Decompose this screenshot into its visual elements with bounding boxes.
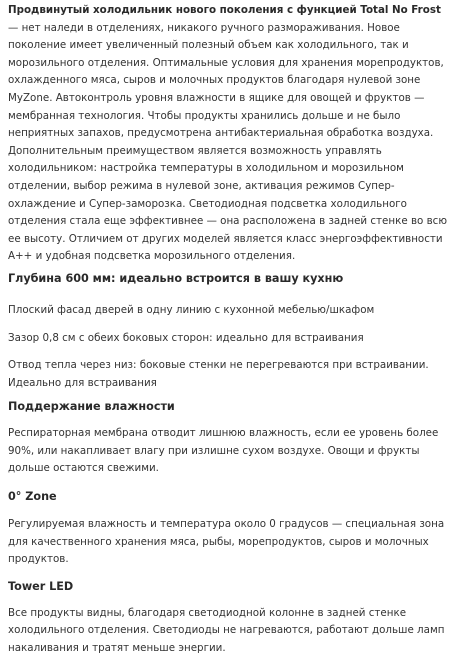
product-description <box>8 0 450 658</box>
intro-text: — нет наледи в отделениях, никакого ручного размораживания. Новое поколение имеет увеличенный полезный объем как холодильного, так и морозильного отделения. Оптимальные условия для хранения морепродуктов, охлажденного мяса, сыров и молочных продуктов благодаря нулевой зоне MyZone. Автоконтроль уровня влажности в ящике для овощей и фруктов — мембранная технология. Чтобы продукты хранились дольше и не было неприятных запахов, предусмотрена антибактериальная обработка воздуха. Дополнительным преимуществом является возможность управлять холодильником: настройка температуры в холодильном и морозильном отделении, выбор режима в нулевой зоне, активация режимов Супер-охлаждение и Супер-заморозка. Светодиодная подсветка холодильного отделения стала еще эффективнее — она расположена в задней стенке во всю ее высоту. Отличием от других моделей является класс энергоэффективности A++ и удобная подсветка морозильного отделения. <box>8 21 447 263</box>
section-heading-depth: Глубина 600 мм: идеально встроится в вашу кухню <box>8 271 344 285</box>
depth-list-item: Отвод тепла через низ: боковые стенки не перегреваются при встраивании. Идеально для встраивания <box>8 359 429 389</box>
depth-list-item: Плоский фасад дверей в одну линию с кухонной мебелью/шкафом <box>8 303 375 316</box>
section-heading-humidity: Поддержание влажности <box>8 400 175 414</box>
depth-list-item: Зазор 0,8 см с обеих боковых сторон: идеально для встраивания <box>8 331 364 344</box>
led-paragraph: Все продукты видны, благодаря светодиодной колонне в задней стенке холодильного отделения. Светодиоды не нагреваются, работают дольше ламп накаливания и тратят меньше энергии. <box>8 606 445 655</box>
intro-paragraph <box>8 2 450 266</box>
zone-paragraph: Регулируемая влажность и температура около 0 градусов — специальная зона для качественного хранения мяса, рыбы, морепродуктов, сыров и молочных продуктов. <box>8 518 445 566</box>
section-heading-led: Tower LED <box>8 579 74 593</box>
intro-lead: Продвинутый холодильник нового поколения с функцией Total No Frost <box>8 4 441 16</box>
humidity-paragraph: Респираторная мембрана отводит лишнюю влажность, если ее уровень более 90%, или накапливает влагу при излишне сухом воздухе. Овощи и фрукты дольше остаются свежими. <box>8 427 439 475</box>
section-heading-zone: 0° Zone <box>8 490 57 504</box>
